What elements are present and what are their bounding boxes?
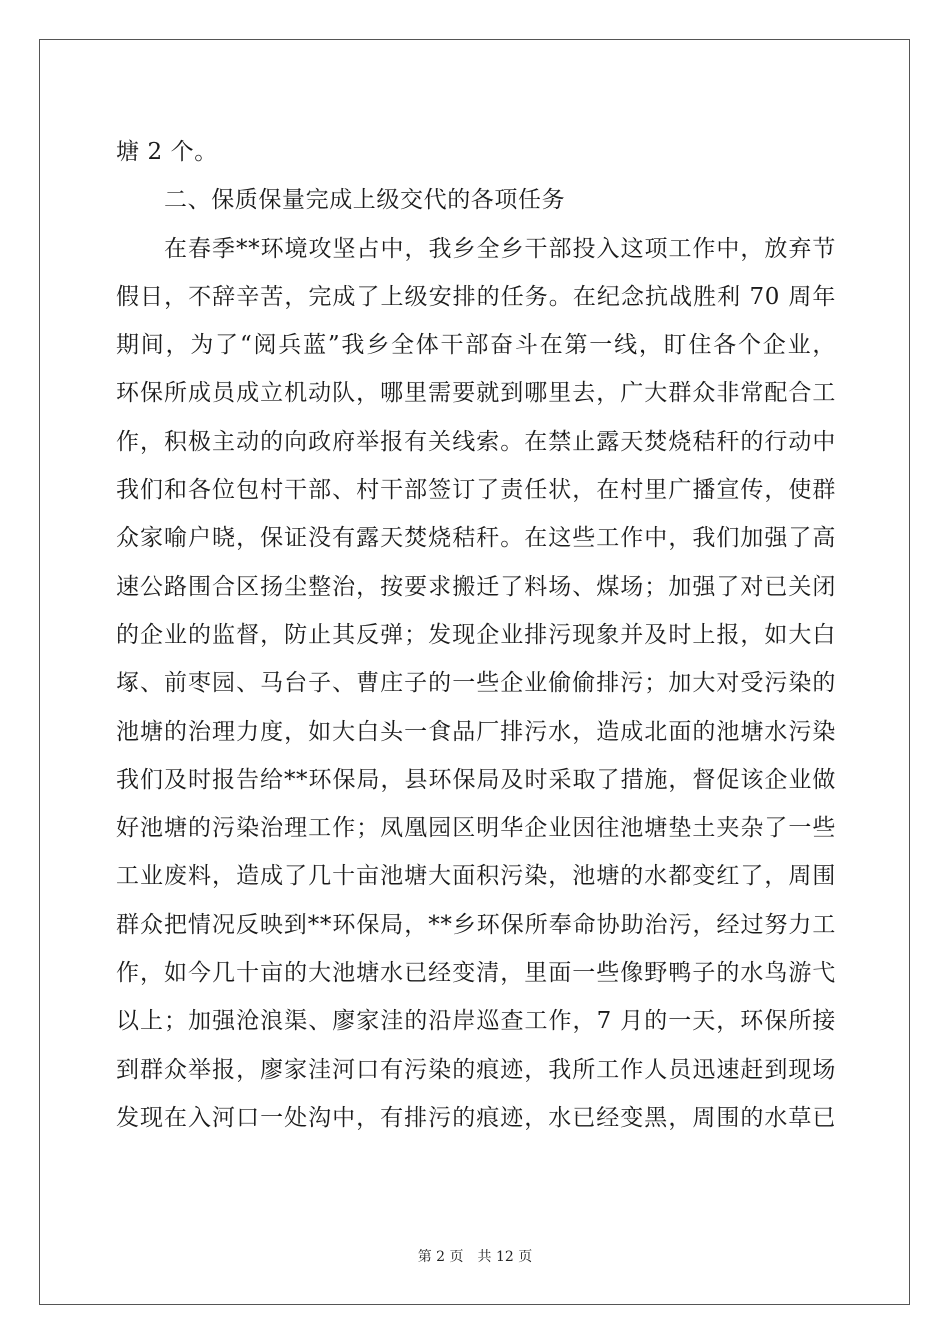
page-footer: [0, 1246, 950, 1266]
page-total: 共 12 页: [477, 1249, 533, 1265]
text-line: 我们和各位包村干部、村干部签订了责任状，在村里广播宣传，使群: [116, 477, 836, 504]
text-line: 工业废料，造成了几十亩池塘大面积污染，池塘的水都变红了，周围: [116, 863, 836, 890]
text-line: 的企业的监督，防止其反弹；发现企业排污现象并及时上报，如大白: [116, 621, 836, 648]
text-line: 发现在入河口一处沟中，有排污的痕迹，水已经变黑，周围的水草已: [116, 1104, 836, 1131]
text-line: 作，积极主动的向政府举报有关线索。在禁止露天焚烧秸秆的行动中: [116, 428, 836, 455]
text-line: 期间，为了“阅兵蓝”我乡全体干部奋斗在第一线，盯住各个企业，: [116, 332, 836, 359]
text-line: 环保所成员成立机动队，哪里需要就到哪里去，广大群众非常配合工: [116, 380, 836, 407]
paragraph-first-line: 在春季**环境攻坚占中，我乡全乡干部投入这项工作中，放弃节: [164, 235, 836, 262]
page-number: 第 2 页: [417, 1249, 464, 1265]
text-line: 以上；加强沧浪渠、廖家洼的沿岸巡查工作，7 月的一天，环保所接: [116, 1008, 836, 1035]
section-heading: 二、保质保量完成上级交代的各项任务: [164, 187, 566, 214]
text-line: 到群众举报，廖家洼河口有污染的痕迹，我所工作人员迅速赶到现场: [116, 1056, 836, 1083]
text-line: 速公路围合区扬尘整治，按要求搬迁了料场、煤场；加强了对已关闭: [116, 573, 836, 600]
text-line: 假日，不辞辛苦，完成了上级安排的任务。在纪念抗战胜利 70 周年: [116, 283, 836, 310]
text-line: 塘 2 个。: [116, 139, 218, 165]
document-body: [116, 128, 836, 1142]
text-line: 我们及时报告给**环保局，县环保局及时采取了措施，督促该企业做: [116, 766, 836, 793]
text-line: 众家喻户晓，保证没有露天焚烧秸秆。在这些工作中，我们加强了高: [116, 525, 836, 552]
text-line: 塚、前枣园、马台子、曹庄子的一些企业偷偷排污；加大对受污染的: [116, 670, 836, 697]
text-line: 好池塘的污染治理工作；凤凰园区明华企业因往池塘垫土夹杂了一些: [116, 815, 836, 842]
text-line: 池塘的治理力度，如大白头一食品厂排污水，造成北面的池塘水污染: [116, 718, 836, 745]
text-line: 作，如今几十亩的大池塘水已经变清，里面一些像野鸭子的水鸟游弋: [116, 960, 836, 987]
text-line: 群众把情况反映到**环保局，**乡环保所奉命协助治污，经过努力工: [116, 911, 836, 938]
